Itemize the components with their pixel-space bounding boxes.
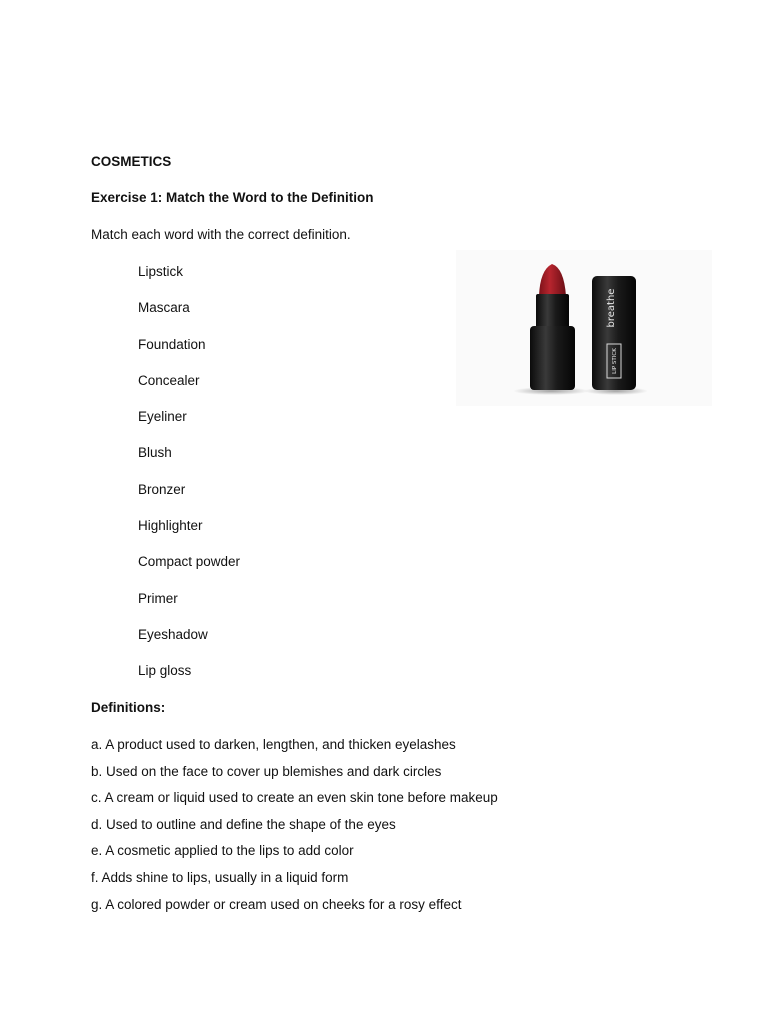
lipstick-bullet: [539, 264, 566, 296]
definition-item: c. A cream or liquid used to create an even skin tone before makeup: [91, 790, 498, 806]
lipstick-inner-sleeve: [536, 294, 569, 328]
list-word: Lipstick: [138, 264, 184, 279]
list-word: Compact powder: [138, 554, 241, 570]
lipstick-illustration: [456, 250, 712, 406]
brand-text: breathe: [606, 288, 617, 328]
list-word: Mascara: [138, 300, 190, 316]
list-word: Concealer: [138, 372, 200, 388]
definition-item: f. Adds shine to lips, usually in a liquid form: [91, 869, 349, 885]
list-word: Eyeliner: [138, 409, 187, 425]
definition-item: b. Used on the face to cover up blemishes and dark circles: [91, 763, 442, 779]
list-word: Primer: [138, 590, 178, 606]
definitions-heading: Definitions:: [91, 700, 166, 715]
exercise-heading: Exercise 1: Match the Word to the Definition: [91, 190, 374, 205]
definition-item: g. A colored powder or cream used on cheeks for a rosy effect: [91, 896, 462, 912]
list-word: Eyeshadow: [138, 626, 208, 642]
document-title: COSMETICS: [91, 154, 172, 169]
definition-item: a. A product used to darken, lengthen, and thicken eyelashes: [91, 737, 456, 752]
list-word: Blush: [138, 445, 172, 461]
definition-item: d. Used to outline and define the shape of the eyes: [91, 816, 396, 832]
instruction-text: Match each word with the correct definition.: [91, 227, 351, 242]
definitions-list: [91, 737, 498, 923]
label-text: LIP STICK: [612, 348, 618, 374]
lipstick-base: [530, 326, 575, 390]
list-word: Foundation: [138, 336, 206, 352]
definition-item: e. A cosmetic applied to the lips to add color: [91, 843, 354, 859]
list-word: Bronzer: [138, 481, 186, 497]
list-word: Highlighter: [138, 518, 203, 534]
lipstick-product-image: [456, 250, 712, 406]
list-word: Lip gloss: [138, 663, 192, 679]
